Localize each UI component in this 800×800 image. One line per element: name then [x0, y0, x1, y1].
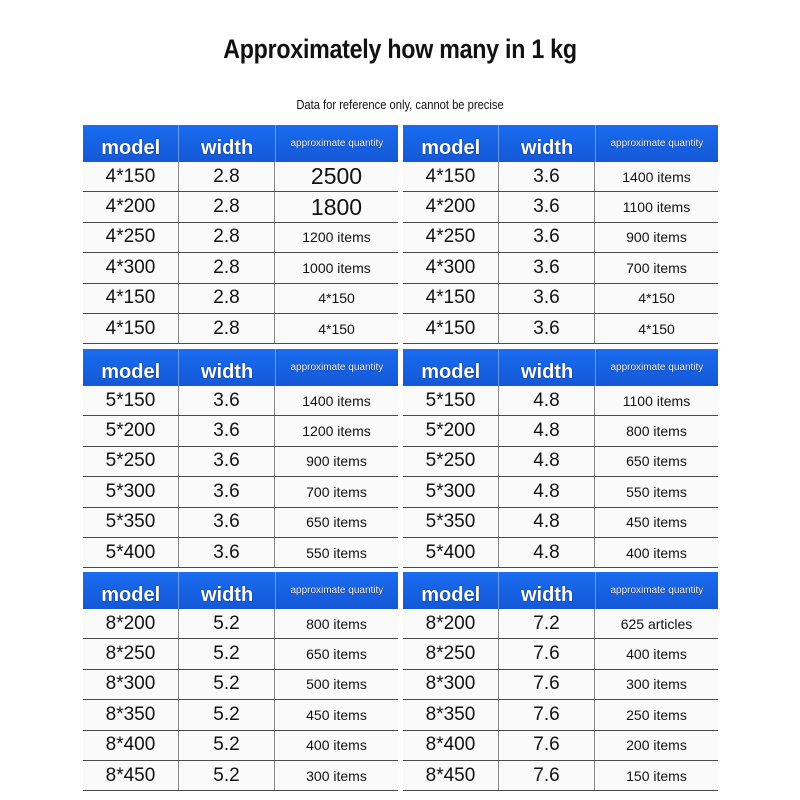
quantity-cell: 4*150: [318, 290, 355, 307]
quantity-cell: 650 items: [306, 514, 367, 531]
quantity-cell: 450 items: [306, 706, 367, 723]
header-quantity: approximate quantity: [610, 585, 704, 596]
model-cell: 4*150: [83, 314, 179, 343]
quantity-cell: 2500: [310, 163, 363, 190]
header-width: width: [179, 125, 275, 162]
header-quantity: approximate quantity: [290, 138, 384, 149]
table-row: [403, 223, 718, 253]
width-cell: 3.6: [179, 386, 275, 415]
table-header: [83, 349, 398, 386]
model-cell: 8*350: [403, 700, 499, 729]
model-cell: 8*400: [403, 731, 499, 760]
table-row: [83, 447, 398, 477]
width-cell: 7.6: [499, 639, 595, 668]
table-row: [83, 477, 398, 507]
quantity-cell: 1200 items: [302, 229, 371, 246]
model-cell: 5*150: [403, 386, 499, 415]
quantity-cell: 4*150: [638, 290, 675, 307]
table-row: [403, 538, 718, 568]
width-cell: 3.6: [499, 223, 595, 252]
model-cell: 8*200: [403, 609, 499, 638]
quantity-cell: 550 items: [306, 544, 367, 561]
width-cell: 3.6: [499, 192, 595, 221]
header-quantity: approximate quantity: [610, 362, 704, 373]
quantity-cell: 1100 items: [622, 199, 691, 216]
width-cell: 4.8: [499, 416, 595, 445]
width-cell: 2.8: [179, 192, 275, 221]
quantity-cell: 300 items: [306, 767, 367, 784]
width-cell: 2.8: [179, 162, 275, 191]
table-header: [83, 125, 398, 162]
width-cell: 4.8: [499, 477, 595, 506]
header-quantity: approximate quantity: [290, 585, 384, 596]
width-cell: 3.6: [499, 284, 595, 313]
quantity-cell: 450 items: [626, 514, 687, 531]
width-cell: 7.6: [499, 670, 595, 699]
table-row: [403, 192, 718, 222]
table-row: [403, 761, 718, 791]
table-row: [403, 386, 718, 416]
model-cell: 5*250: [83, 447, 179, 476]
table-row: [83, 609, 398, 639]
table-header: [403, 349, 718, 386]
quantity-cell: 200 items: [626, 737, 687, 754]
width-cell: 7.6: [499, 761, 595, 790]
width-cell: 3.6: [499, 162, 595, 191]
width-cell: 3.6: [179, 477, 275, 506]
width-cell: 7.2: [499, 609, 595, 638]
model-cell: 8*250: [403, 639, 499, 668]
header-quantity: approximate quantity: [610, 138, 704, 149]
table-row: [403, 508, 718, 538]
table-row: [83, 731, 398, 761]
model-cell: 4*200: [403, 192, 499, 221]
width-cell: 4.8: [499, 538, 595, 567]
table-row: [83, 192, 398, 222]
quantity-cell: 1000 items: [302, 259, 371, 276]
table-row: [403, 639, 718, 669]
quantity-cell: 550 items: [626, 483, 687, 500]
header-width: width: [499, 349, 595, 386]
table-row: [403, 700, 718, 730]
quantity-cell: 1100 items: [622, 392, 691, 409]
quantity-cell: 1200 items: [302, 423, 371, 440]
width-cell: 2.8: [179, 223, 275, 252]
model-cell: 5*400: [83, 538, 179, 567]
table-row: [403, 447, 718, 477]
model-cell: 5*350: [83, 508, 179, 537]
table-row: [403, 416, 718, 446]
table-row: [83, 670, 398, 700]
header-model: model: [403, 125, 499, 162]
width-cell: 3.6: [179, 447, 275, 476]
table-row: [403, 609, 718, 639]
model-cell: 5*300: [403, 477, 499, 506]
header-model: model: [83, 125, 179, 162]
table-row: [403, 314, 718, 344]
table-row: [83, 761, 398, 791]
model-cell: 8*300: [83, 670, 179, 699]
model-cell: 5*200: [83, 416, 179, 445]
width-cell: 5.2: [179, 761, 275, 790]
width-cell: 5.2: [179, 731, 275, 760]
width-cell: 3.6: [179, 416, 275, 445]
table-row: [83, 223, 398, 253]
quantity-cell: 650 items: [306, 646, 367, 663]
spec-table-4: [403, 349, 718, 568]
width-cell: 3.6: [499, 314, 595, 343]
spec-table-5: [83, 572, 398, 791]
quantity-cell: 700 items: [306, 483, 367, 500]
width-cell: 4.8: [499, 508, 595, 537]
quantity-cell: 900 items: [306, 453, 367, 470]
header-width: width: [179, 572, 275, 609]
header-width: width: [179, 349, 275, 386]
table-row: [83, 508, 398, 538]
table-row: [83, 284, 398, 314]
model-cell: 8*350: [83, 700, 179, 729]
width-cell: 3.6: [179, 508, 275, 537]
model-cell: 4*250: [83, 223, 179, 252]
quantity-cell: 150 items: [626, 767, 687, 784]
quantity-cell: 800 items: [626, 423, 687, 440]
table-row: [83, 253, 398, 283]
width-cell: 4.8: [499, 386, 595, 415]
table-header: [403, 125, 718, 162]
model-cell: 4*300: [403, 253, 499, 282]
quantity-cell: 300 items: [626, 676, 687, 693]
table-row: [403, 284, 718, 314]
width-cell: 4.8: [499, 447, 595, 476]
quantity-cell: 400 items: [626, 646, 687, 663]
quantity-cell: 650 items: [626, 453, 687, 470]
header-quantity: approximate quantity: [290, 362, 384, 373]
quantity-cell: 1800: [310, 193, 363, 220]
model-cell: 8*450: [403, 761, 499, 790]
model-cell: 8*450: [83, 761, 179, 790]
table-row: [403, 731, 718, 761]
table-header: [83, 572, 398, 609]
quantity-cell: 4*150: [318, 320, 355, 337]
table-row: [83, 314, 398, 344]
width-cell: 2.8: [179, 284, 275, 313]
page-title: Approximately how many in 1 kg: [223, 34, 577, 64]
quantity-cell: 800 items: [306, 615, 367, 632]
table-row: [403, 162, 718, 192]
table-row: [83, 162, 398, 192]
table-row: [403, 670, 718, 700]
quantity-cell: 400 items: [626, 544, 687, 561]
width-cell: 7.6: [499, 731, 595, 760]
width-cell: 3.6: [179, 538, 275, 567]
quantity-cell: 250 items: [626, 706, 687, 723]
model-cell: 8*250: [83, 639, 179, 668]
quantity-cell: 1400 items: [622, 168, 691, 185]
width-cell: 5.2: [179, 639, 275, 668]
quantity-cell: 400 items: [306, 737, 367, 754]
header-model: model: [403, 572, 499, 609]
quantity-cell: 500 items: [306, 676, 367, 693]
quantity-cell: 900 items: [626, 229, 687, 246]
quantity-cell: 1400 items: [302, 392, 371, 409]
width-cell: 7.6: [499, 700, 595, 729]
model-cell: 4*150: [403, 284, 499, 313]
model-cell: 8*300: [403, 670, 499, 699]
quantity-cell: 4*150: [638, 320, 675, 337]
header-model: model: [83, 349, 179, 386]
model-cell: 5*150: [83, 386, 179, 415]
quantity-cell: 625 articles: [620, 615, 693, 632]
width-cell: 5.2: [179, 670, 275, 699]
width-cell: 2.8: [179, 253, 275, 282]
model-cell: 4*250: [403, 223, 499, 252]
table-row: [403, 477, 718, 507]
quantity-cell: 700 items: [626, 259, 687, 276]
width-cell: 3.6: [499, 253, 595, 282]
model-cell: 4*150: [403, 162, 499, 191]
spec-table-2: [403, 125, 718, 344]
model-cell: 8*200: [83, 609, 179, 638]
model-cell: 5*350: [403, 508, 499, 537]
model-cell: 4*200: [83, 192, 179, 221]
table-row: [83, 386, 398, 416]
header-model: model: [403, 349, 499, 386]
table-row: [83, 639, 398, 669]
model-cell: 5*200: [403, 416, 499, 445]
header-width: width: [499, 125, 595, 162]
model-cell: 4*150: [83, 284, 179, 313]
header-width: width: [499, 572, 595, 609]
model-cell: 4*150: [403, 314, 499, 343]
width-cell: 2.8: [179, 314, 275, 343]
table-row: [403, 253, 718, 283]
width-cell: 5.2: [179, 700, 275, 729]
model-cell: 5*300: [83, 477, 179, 506]
spec-table-6: [403, 572, 718, 791]
spec-table-1: [83, 125, 398, 344]
model-cell: 4*300: [83, 253, 179, 282]
header-model: model: [83, 572, 179, 609]
table-row: [83, 416, 398, 446]
spec-table-3: [83, 349, 398, 568]
table-header: [403, 572, 718, 609]
width-cell: 5.2: [179, 609, 275, 638]
model-cell: 5*250: [403, 447, 499, 476]
table-row: [83, 538, 398, 568]
model-cell: 8*400: [83, 731, 179, 760]
model-cell: 5*400: [403, 538, 499, 567]
page-subtitle: Data for reference only, cannot be precise: [296, 97, 504, 112]
table-row: [83, 700, 398, 730]
model-cell: 4*150: [83, 162, 179, 191]
